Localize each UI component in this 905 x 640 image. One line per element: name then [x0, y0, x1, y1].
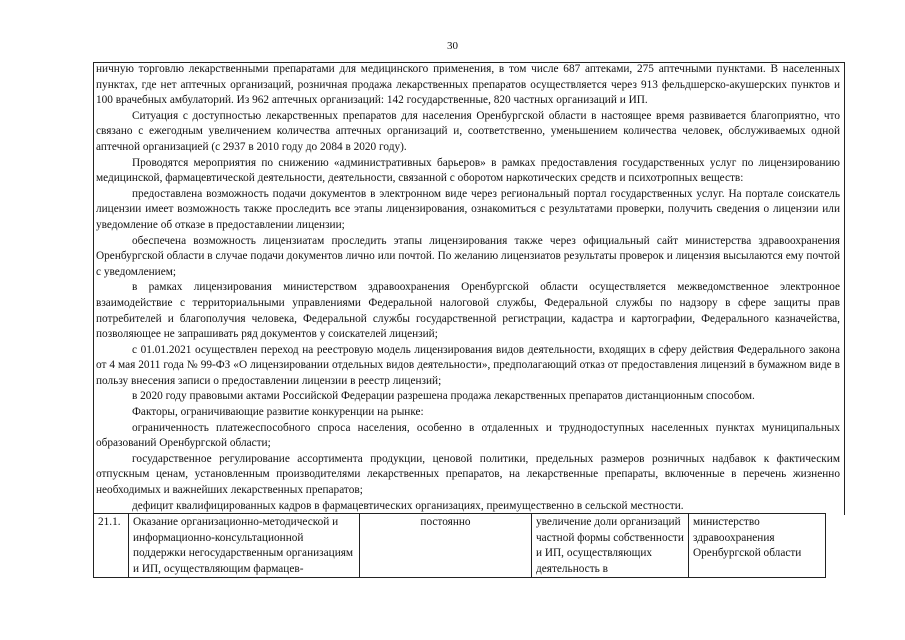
row-number-cell: 21.1. — [94, 514, 129, 578]
page-bottom-margin — [0, 578, 905, 640]
table-row — [94, 514, 826, 578]
paragraph: Проводятся мероприятия по снижению «административных барьеров» в рамках предоставления государственных услуг по лицензированию медицинской, фармацевтической деятельности, деятельности, связанной с оборотом наркотических средств и психотропных веществ: — [96, 156, 840, 185]
page-number: 30 — [447, 40, 458, 52]
measure-cell: Оказание организационно-методической и информационно-консультационной поддержки негосударственным организациям и ИП, осуществляющим фармацев- — [129, 514, 360, 578]
paragraph: ничную торговлю лекарственными препаратами для медицинского применения, в том числе 687 аптеками, 275 аптечными пунктами. В населенных пунктах, где нет аптечных организаций, розничная продажа лекарственных препаратов осуществляется через 913 фельдшерско-акушерских пунктов и 100 врачебных амбулаторий. Из 962 аптечных организаций: 142 государственные, 820 частных организаций и ИП. — [96, 63, 840, 107]
paragraph: предоставлена возможность подачи документов в электронном виде через региональный портал государственных услуг. На портале соискатель лицензии имеет возможность также проследить все этапы лицензирования, ознакомиться с результатами проверки, получить сведения о лицензии или уведомление об отказе в предоставлении лицензии; — [96, 187, 840, 231]
paragraph: дефицит квалифицированных кадров в фармацевтических организациях, преимущественно в сельской местности. — [132, 499, 684, 512]
result-cell: увеличение доли организаций частной формы собственности и ИП, осуществляющих деятельность в — [532, 514, 689, 578]
executor-cell: министерство здравоохранения Оренбургской области — [689, 514, 826, 578]
paragraph: в рамках лицензирования министерством здравоохранения Оренбургской области осуществляется межведомственное электронное взаимодействие с территориальными управлениями Федеральной налоговой службы, Федеральной службы по надзору в сфере защиты прав потребителей и благополучия человека, Федеральной службы государственной регистрации, кадастра и картографии, Федерального казначейства, позволяющее не запрашивать ряд документов у соискателей лицензий; — [96, 281, 840, 341]
paragraph: обеспечена возможность лицензиатам проследить этапы лицензирования также через официальный сайт министерства здравоохранения Оренбургской области в случае подачи документов лично или почтой. По желанию лицензиатов результаты проверок и лицензия высылаются ему почтой с уведомлением; — [96, 234, 840, 278]
paragraph: государственное регулирование ассортимента продукции, ценовой политики, предельных размеров розничных надбавок к фактическим отпускным ценам, установленным производителями лекарственных препаратов, на лекарственные препараты, включенные в перечень жизненно необходимых и важнейших лекарственных препаратов; — [96, 452, 840, 497]
paragraph: ограниченность платежеспособного спроса населения, особенно в отдаленных и труднодоступных населенных пунктах муниципальных образований Оренбургской области; — [96, 421, 840, 450]
deadline-cell: постоянно — [360, 514, 532, 578]
paragraph: Ситуация с доступностью лекарственных препаратов для населения Оренбургской области в настоящее время развивается благоприятно, что связано с ежегодным увеличением количества аптечных организаций и, соответственно, уменьшением количества человек, обслуживаемых одной аптечной организацией (с 2937 в 2010 году до 2084 в 2020 году). — [96, 109, 840, 153]
paragraph: Факторы, ограничивающие развитие конкуренции на рынке: — [132, 406, 424, 419]
paragraph: в 2020 году правовыми актами Российской Федерации разрешена продажа лекарственных препаратов дистанционным способом. — [132, 390, 755, 403]
text-block — [96, 62, 840, 514]
measures-table — [93, 513, 826, 578]
paragraph: с 01.01.2021 осуществлен переход на реестровую модель лицензирования видов деятельности, входящих в сферу действия Федерального закона от 4 мая 2011 года № 99-ФЗ «О лицензировании отдельных видов деятельности», предполагающий отказ от предоставления лицензий в бумажном виде в пользу внесения записи о предоставлении лицензии в реестр лицензий; — [96, 343, 840, 387]
